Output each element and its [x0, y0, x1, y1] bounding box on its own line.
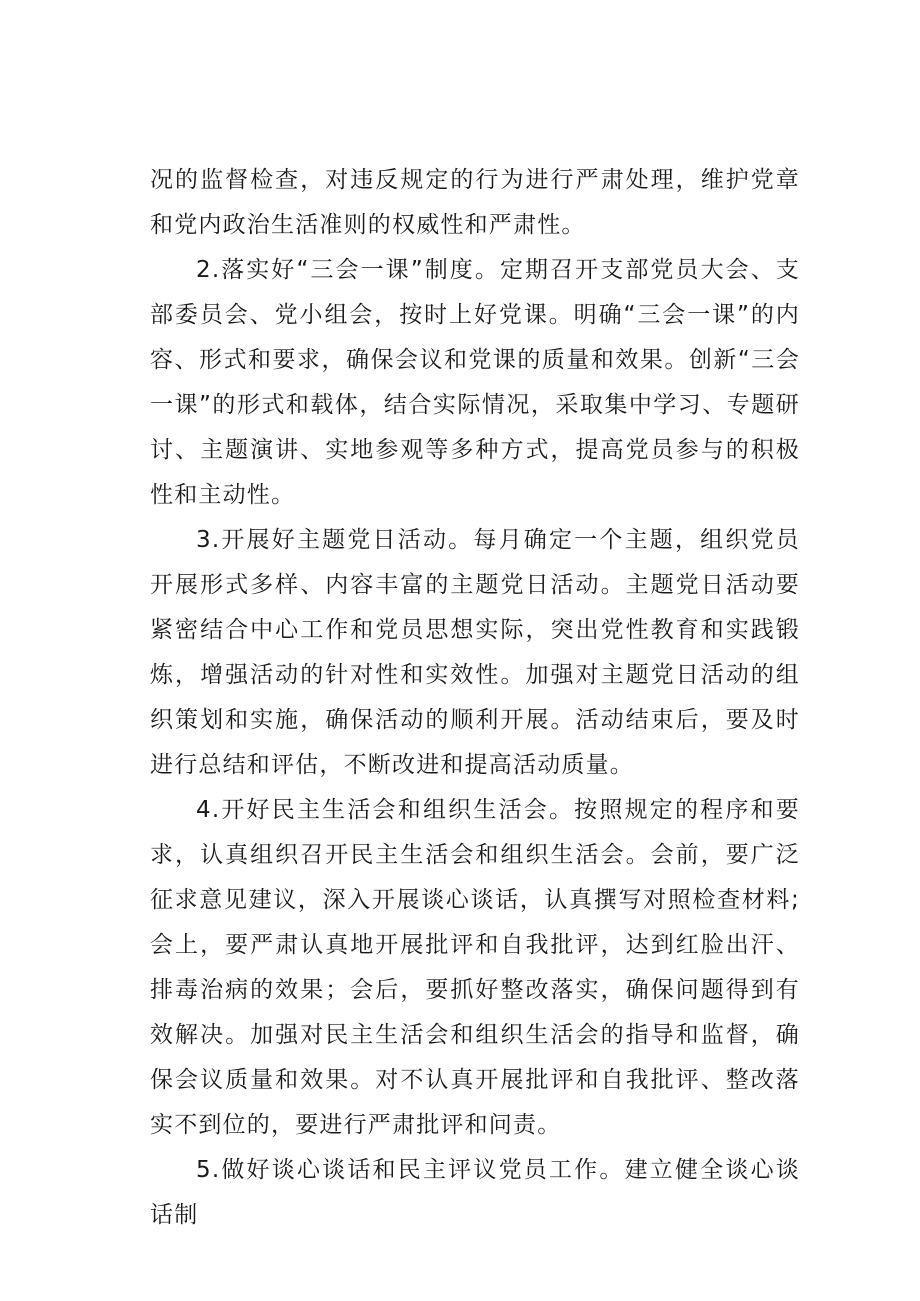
- document-body: [150, 158, 800, 1238]
- paragraph-item-2: 2.落实好“三会一课”制度。定期召开支部党员大会、支部委员会、党小组会，按时上好党课。明确“三会一课”的内容、形式和要求，确保会议和党课的质量和效果。创新“三会一课”的形式和载体，结合实际情况，采取集中学习、专题研讨、主题演讲、实地参观等多种方式，提高党员参与的积极性和主动性。: [150, 257, 800, 508]
- paragraph-item-3: 3.开展好主题党日活动。每月确定一个主题，组织党员开展形式多样、内容丰富的主题党日活动。主题党日活动要紧密结合中心工作和党员思想实际，突出党性教育和实践锻炼，增强活动的针对性和实效性。加强对主题党日活动的组织策划和实施，确保活动的顺利开展。活动结束后，要及时进行总结和评估，不断改进和提高活动质量。: [150, 527, 800, 778]
- paragraph-item-4: 4.开好民主生活会和组织生活会。按照规定的程序和要求，认真组织召开民主生活会和组织生活会。会前，要广泛征求意见建议，深入开展谈心谈话，认真撰写对照检查材料;会上，要严肃认真地开展批评和自我批评，达到红脸出汗、排毒治病的效果；会后，要抓好整改落实，确保问题得到有效解决。加强对民主生活会和组织生活会的指导和监督，确保会议质量和效果。对不认真开展批评和自我批评、整改落实不到位的，要进行严肃批评和问责。: [150, 797, 800, 1138]
- paragraph-item-5: 5.做好谈心谈话和民主评议党员工作。建立健全谈心谈话制: [150, 1157, 800, 1228]
- paragraph-continuation: 况的监督检查，对违反规定的行为进行严肃处理，维护党章和党内政治生活准则的权威性和严肃性。: [150, 167, 800, 238]
